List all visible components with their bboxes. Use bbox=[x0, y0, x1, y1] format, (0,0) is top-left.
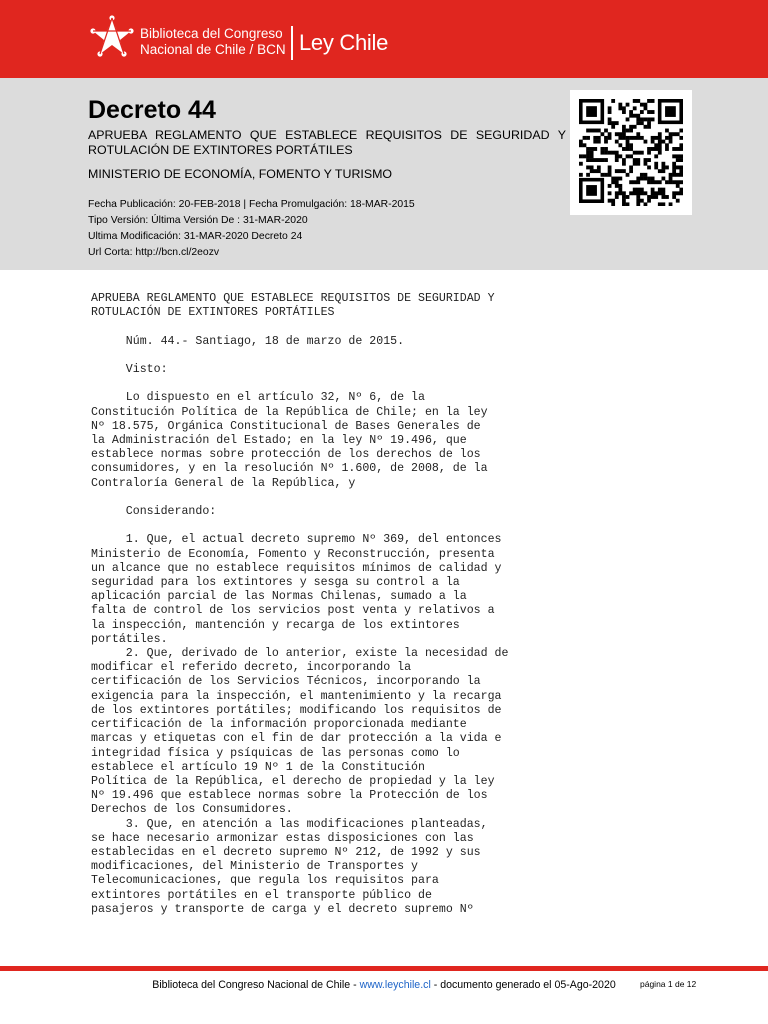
last-modification: Ultima Modificación: 31-MAR-2020 Decreto 24 bbox=[88, 231, 303, 242]
decree-title: Decreto 44 bbox=[88, 96, 216, 124]
bcn-logo-text bbox=[140, 26, 286, 58]
decree-ministry: MINISTERIO DE ECONOMÍA, FOMENTO Y TURISMO bbox=[88, 167, 393, 181]
qr-code-icon bbox=[570, 90, 692, 215]
decree-body-text: APRUEBA REGLAMENTO QUE ESTABLECE REQUISITOS DE SEGURIDAD Y ROTULACIÓN DE EXTINTORES PORTÁTILES Núm. 44.- Santiago, 18 de marzo de 2015. Visto: Lo dispuesto en el artículo 32, Nº 6, de la Constitución Política de la República de Chile; en la ley Nº 18.575, Orgánica Constitucional de Bases Generales de la Administración del Estado; en la ley Nº 19.496, que establece normas sobre protección de los derechos de los consumidores, y en la resolución Nº 1.600, de 2008, de la Contraloría General de la República, y Considerando: 1. Que, el actual decreto supremo Nº 369, del entonces Ministerio de Economía, Fomento y Reconstrucción, presenta un alcance que no establece requisitos mínimos de calidad y seguridad para los extintores y sesga su control a la aplicación parcial de las Normas Chilenas, sumado a la falta de control de los servicios post venta y relativos a la inspección, mantención y recarga de los extintores portátiles. 2. Que, derivado de lo anterior, existe la necesidad de modificar el referido decreto, incorporando la certificación de los Servicios Técnicos, incorporando la exigencia para la inspección, el mantenimiento y la recarga de los extintores portátiles; modificando los requisitos de certificación de la información proporcionada mediante marcas y etiquetas con el fin de dar protección a la vida e integridad física y psíquicas de las personas como lo establece el artículo 19 Nº 1 de la Constitución Política de la República, el derecho de propiedad y la ley Nº 19.496 que establece normas sobre la Protección de los Derechos de los Consumidores. 3. Que, en atención a las modificaciones planteadas, se hace necesario armonizar estas disposiciones con las establecidas en el decreto supremo Nº 212, de 1992 y sus modificaciones, del Ministerio de Transportes y Telecomunicaciones, que regula los requisitos para extintores portátiles en el transporte público de pasajeros y transporte de carga y el decreto supremo Nº bbox=[91, 292, 509, 916]
logo-divider bbox=[291, 26, 293, 60]
ley-chile-logo: Ley Chile bbox=[299, 30, 389, 55]
publication-dates: Fecha Publicación: 20-FEB-2018 | Fecha Promulgación: 18-MAR-2015 bbox=[88, 199, 415, 210]
decree-subtitle: APRUEBA REGLAMENTO QUE ESTABLECE REQUISITOS DE SEGURIDAD Y ROTULACIÓN DE EXTINTORES PORTÁTILES bbox=[88, 128, 566, 157]
short-url[interactable]: Url Corta: http://bcn.cl/2eozv bbox=[88, 247, 220, 258]
version-type: Tipo Versión: Última Versión De : 31-MAR-2020 bbox=[88, 215, 308, 226]
org-name-line1: Biblioteca del Congreso bbox=[140, 26, 283, 41]
leychile-link[interactable]: www.leychile.cl bbox=[359, 979, 431, 991]
footer-suffix: - documento generado el 05-Ago-2020 bbox=[430, 979, 616, 991]
page-number: página 1 de 12 bbox=[640, 979, 697, 989]
footer-divider bbox=[0, 966, 768, 971]
org-name-line2: Nacional de Chile / BCN bbox=[140, 42, 286, 57]
top-banner bbox=[0, 0, 768, 78]
footer-prefix: Biblioteca del Congreso Nacional de Chile - bbox=[152, 979, 360, 991]
bcn-star-logo-icon bbox=[88, 14, 134, 60]
